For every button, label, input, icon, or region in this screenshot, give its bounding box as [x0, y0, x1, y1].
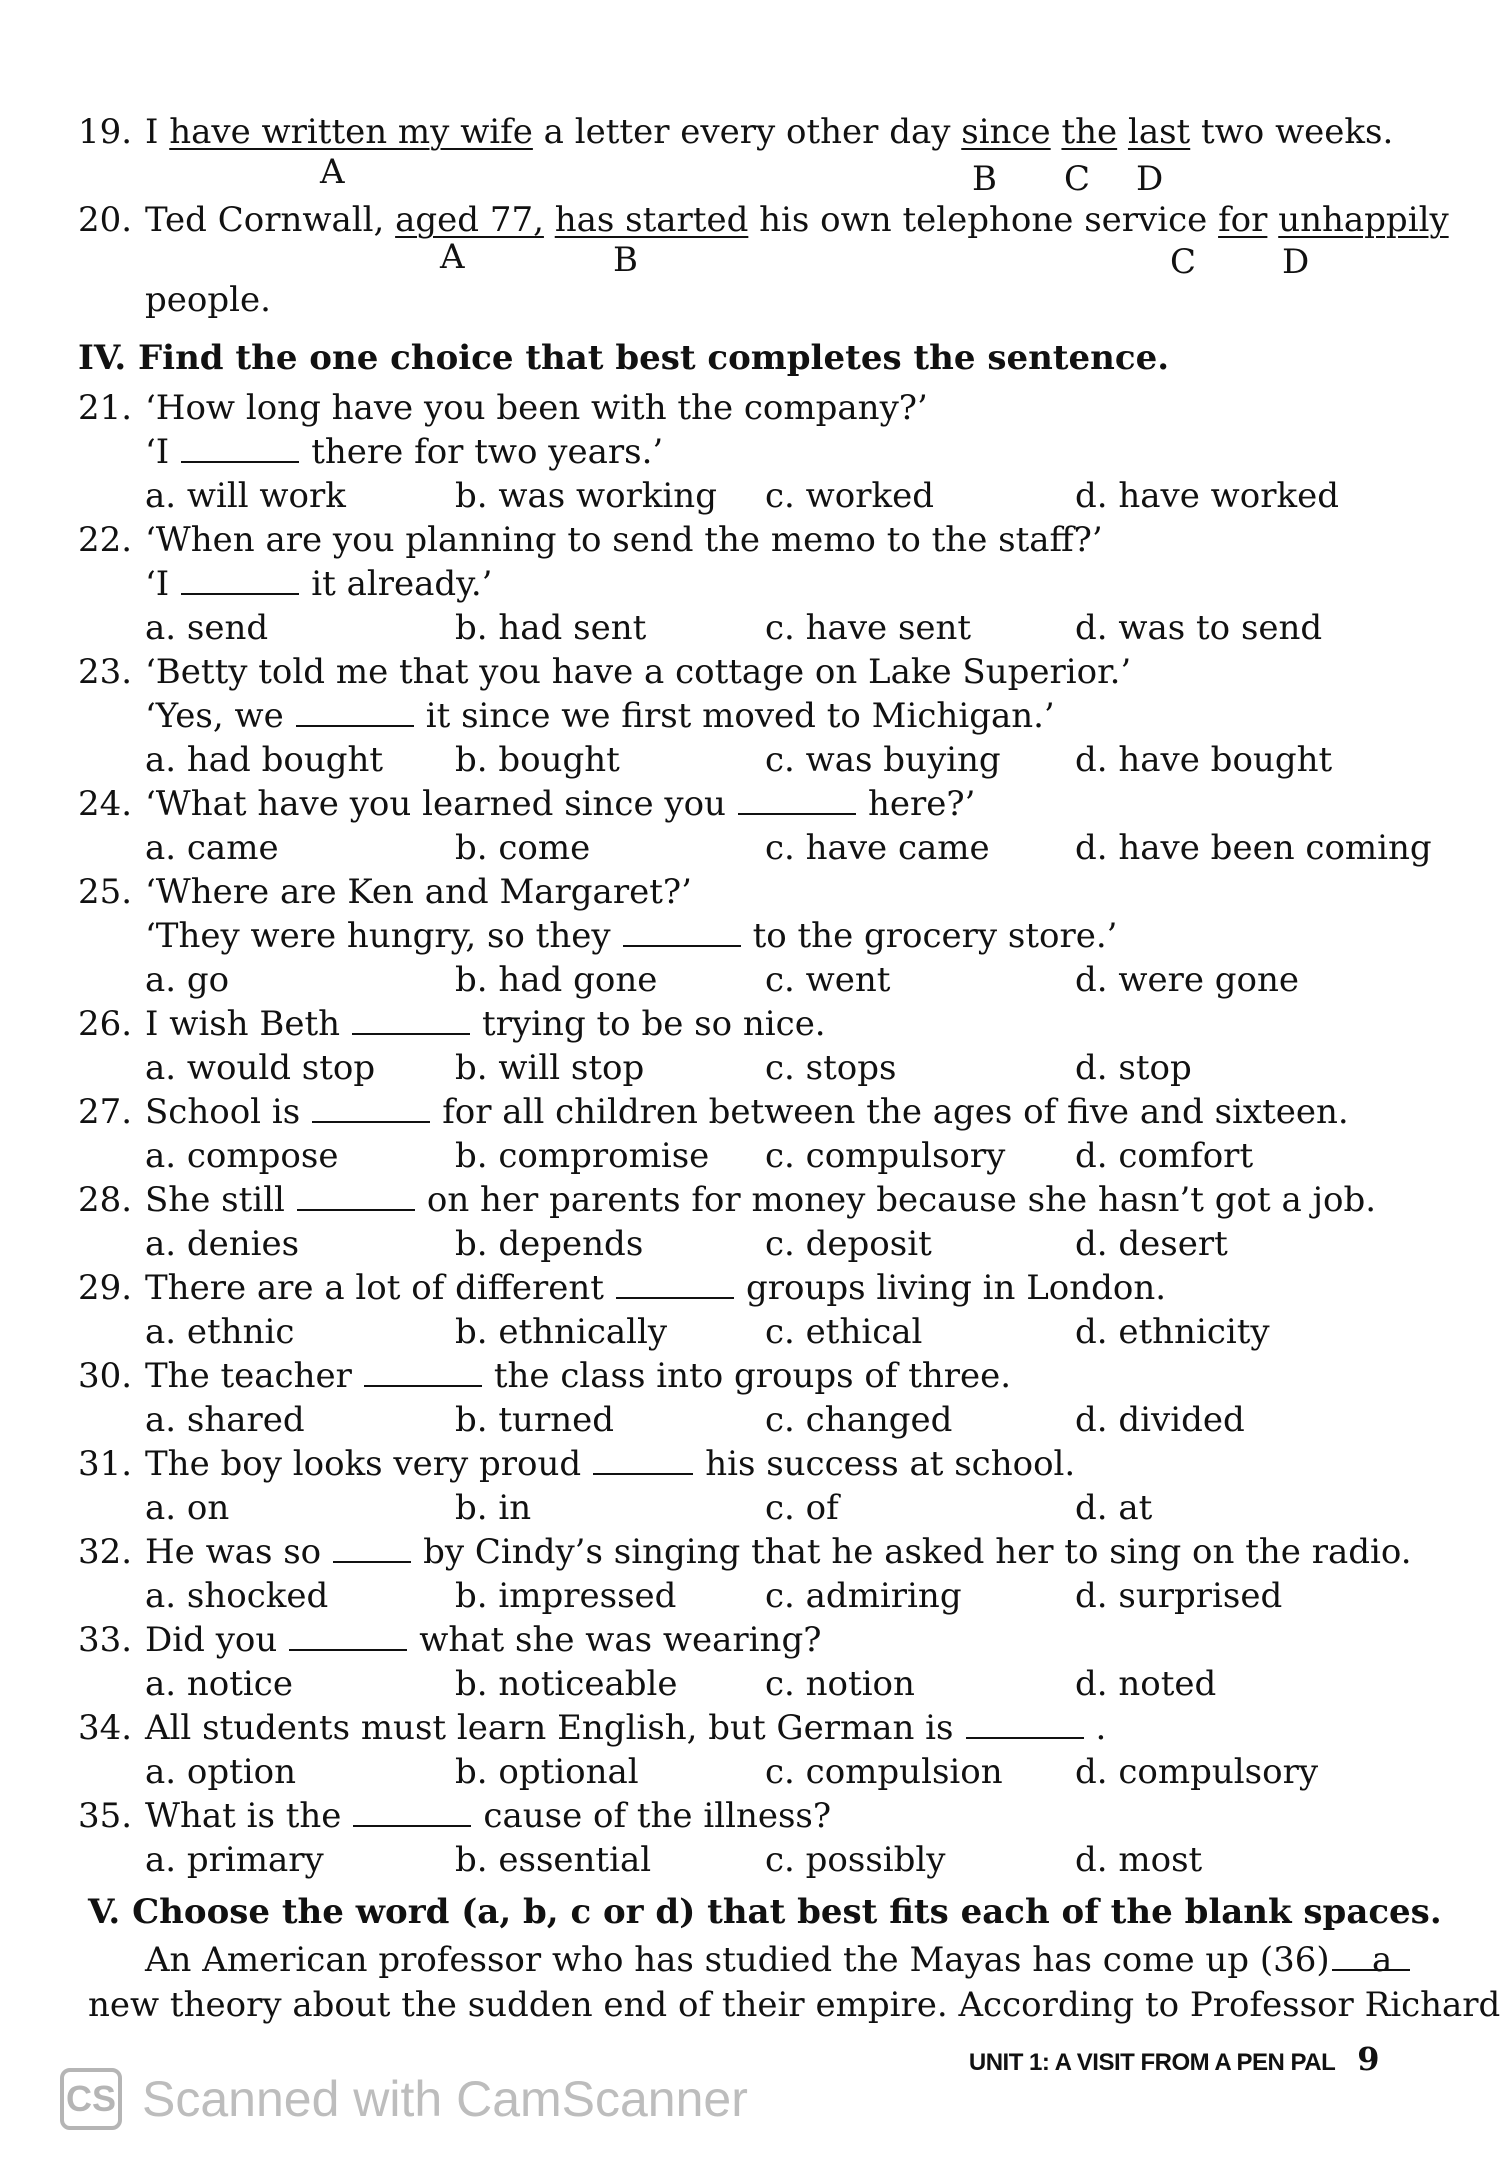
question-text-after: what she was wearing?: [419, 1620, 822, 1660]
unit-title: UNIT 1: A VISIT FROM A PEN PAL: [968, 2049, 1336, 2076]
question-number: 23.: [78, 652, 133, 692]
option-a[interactable]: a. will work: [145, 476, 346, 516]
option-a[interactable]: a. on: [145, 1488, 230, 1528]
option-d[interactable]: d. have worked: [1075, 476, 1339, 516]
option-d[interactable]: d. were gone: [1075, 960, 1300, 1000]
option-a[interactable]: a. compose: [145, 1136, 339, 1176]
reply-text-before: ‘I: [145, 432, 170, 472]
option-b[interactable]: b. impressed: [455, 1576, 677, 1616]
question-text-after: trying to be so nice.: [482, 1004, 826, 1044]
question-text-before: School is: [145, 1092, 301, 1132]
question-stem: [78, 1620, 822, 1660]
option-b[interactable]: b. turned: [455, 1400, 614, 1440]
question-stem: [78, 1356, 1012, 1396]
question-text-before: The boy looks very proud: [145, 1444, 582, 1484]
question-text-after: here?’: [867, 784, 976, 824]
option-b[interactable]: b. essential: [455, 1840, 652, 1880]
question-number: 25.: [78, 872, 133, 912]
option-b[interactable]: b. in: [455, 1488, 532, 1528]
option-c[interactable]: c. have sent: [765, 608, 972, 648]
option-c[interactable]: c. was buying: [765, 740, 1001, 780]
option-c[interactable]: c. ethical: [765, 1312, 923, 1352]
question-text-after: by Cindy’s singing that he asked her to sing on the radio.: [423, 1532, 1412, 1572]
option-b-underlined: has started: [554, 200, 749, 240]
answer-blank[interactable]: [312, 1095, 430, 1123]
question-number: 20.: [78, 200, 133, 240]
option-d[interactable]: d. ethnicity: [1075, 1312, 1270, 1352]
question-stem: [78, 1532, 1412, 1572]
label-b: B: [613, 240, 638, 280]
option-b[interactable]: b. bought: [455, 740, 620, 780]
option-d-underlined: last: [1127, 112, 1191, 152]
question-text-before: She still: [145, 1180, 285, 1220]
passage-line-1: An American professor who has studied the Mayas has come up (36) a: [145, 1940, 1410, 1980]
question-number: 31.: [78, 1444, 133, 1484]
question-text-before: I wish Beth: [145, 1004, 341, 1044]
option-d[interactable]: d. compulsory: [1075, 1752, 1319, 1792]
answer-blank[interactable]: [181, 435, 299, 463]
option-b[interactable]: b. optional: [455, 1752, 639, 1792]
option-c[interactable]: c. compulsory: [765, 1136, 1006, 1176]
question-text-before: ‘What have you learned since you: [145, 784, 726, 824]
option-d[interactable]: d. desert: [1075, 1224, 1228, 1264]
question-number: 35.: [78, 1796, 133, 1836]
option-a[interactable]: a. would stop: [145, 1048, 376, 1088]
question-text-before: What is the: [145, 1796, 342, 1836]
question-stem: [78, 784, 976, 824]
option-a[interactable]: a. came: [145, 828, 279, 868]
question-number: 22.: [78, 520, 133, 560]
question-stem: [78, 1796, 832, 1836]
option-c[interactable]: c. changed: [765, 1400, 953, 1440]
reply-text-after: to the grocery store.’: [752, 916, 1118, 956]
question-reply: [145, 916, 1117, 956]
answer-blank[interactable]: [289, 1623, 407, 1651]
option-b[interactable]: b. noticeable: [455, 1664, 678, 1704]
answer-blank[interactable]: [333, 1535, 411, 1563]
question-number: 34.: [78, 1708, 133, 1748]
option-d[interactable]: d. have bought: [1075, 740, 1333, 780]
question-reply: [145, 696, 1055, 736]
question-number: 30.: [78, 1356, 133, 1396]
answer-blank[interactable]: [966, 1711, 1084, 1739]
question-number: 29.: [78, 1268, 133, 1308]
option-d[interactable]: d. stop: [1075, 1048, 1192, 1088]
option-d[interactable]: d. divided: [1075, 1400, 1245, 1440]
reply-text-after: it since we first moved to Michigan.’: [425, 696, 1055, 736]
question-stem: [78, 388, 928, 428]
question-text-after: on her parents for money because she hasn’t got a job.: [426, 1180, 1377, 1220]
option-a[interactable]: a. denies: [145, 1224, 300, 1264]
option-d[interactable]: d. most: [1075, 1840, 1203, 1880]
answer-blank[interactable]: [616, 1271, 734, 1299]
question-text-before: There are a lot of different: [145, 1268, 604, 1308]
question-stem: [78, 1444, 1076, 1484]
blank-36[interactable]: [1332, 1943, 1410, 1971]
option-a[interactable]: a. go: [145, 960, 230, 1000]
answer-blank[interactable]: [352, 1007, 470, 1035]
question-stem: [78, 1268, 1167, 1308]
option-c-underlined: for: [1218, 200, 1268, 240]
question-text-after: .: [1095, 1708, 1107, 1748]
option-c[interactable]: c. admiring: [765, 1576, 962, 1616]
question-number: 21.: [78, 388, 133, 428]
answer-blank[interactable]: [297, 1183, 415, 1211]
question-stem: [78, 872, 692, 912]
option-a[interactable]: a. had bought: [145, 740, 384, 780]
option-b[interactable]: b. was working: [455, 476, 717, 516]
option-d[interactable]: d. have been coming: [1075, 828, 1432, 868]
option-d[interactable]: d. surprised: [1075, 1576, 1283, 1616]
option-c[interactable]: c. deposit: [765, 1224, 932, 1264]
question-number: 33.: [78, 1620, 133, 1660]
answer-blank[interactable]: [623, 919, 741, 947]
option-c[interactable]: c. have came: [765, 828, 990, 868]
option-d-underlined: unhappily: [1278, 200, 1449, 240]
watermark-text: Scanned with CamScanner: [142, 2071, 748, 2127]
answer-blank[interactable]: [364, 1359, 482, 1387]
camscanner-watermark: [60, 2068, 748, 2130]
option-b[interactable]: b. had gone: [455, 960, 658, 1000]
option-a-underlined: have written my wife: [169, 112, 533, 152]
option-a[interactable]: a. ethnic: [145, 1312, 295, 1352]
option-c[interactable]: c. worked: [765, 476, 934, 516]
label-a: A: [440, 237, 465, 277]
label-b: B: [972, 159, 997, 199]
option-b[interactable]: b. depends: [455, 1224, 644, 1264]
reply-text-before: ‘Yes, we: [145, 696, 284, 736]
section-v-heading: V. Choose the word (a, b, c or d) that best fits each of the blank spaces.: [88, 1892, 1442, 1932]
option-a[interactable]: a. send: [145, 608, 269, 648]
label-d: D: [1136, 159, 1164, 199]
option-d[interactable]: d. noted: [1075, 1664, 1217, 1704]
label-d: D: [1282, 242, 1310, 282]
question-text-after: cause of the illness?: [483, 1796, 832, 1836]
reply-text-after: it already.’: [311, 564, 493, 604]
question-stem: [78, 652, 1132, 692]
question-stem: [78, 1708, 1107, 1748]
option-c-underlined: the: [1061, 112, 1118, 152]
question-number: 24.: [78, 784, 133, 824]
question-stem: [78, 520, 1103, 560]
option-c[interactable]: c. stops: [765, 1048, 897, 1088]
question-number: 32.: [78, 1532, 133, 1572]
option-a[interactable]: a. option: [145, 1752, 297, 1792]
option-a[interactable]: a. shocked: [145, 1576, 329, 1616]
camscanner-logo-icon: CS: [60, 2068, 122, 2130]
option-d[interactable]: d. at: [1075, 1488, 1153, 1528]
option-d[interactable]: d. comfort: [1075, 1136, 1254, 1176]
option-b[interactable]: b. ethnically: [455, 1312, 668, 1352]
question-text-before: The teacher: [145, 1356, 352, 1396]
question-text-after: the class into groups of three.: [493, 1356, 1012, 1396]
option-d[interactable]: d. was to send: [1075, 608, 1323, 648]
page-footer: [969, 2040, 1379, 2078]
question-text-before: Did you: [145, 1620, 278, 1660]
passage-line-2: new theory about the sudden end of their empire. According to Professor Richard: [88, 1985, 1501, 2025]
question-19: 19. I have written my wife a letter every other day since the last two weeks.: [78, 112, 1394, 152]
option-a[interactable]: a. primary: [145, 1840, 324, 1880]
question-text-after: groups living in London.: [745, 1268, 1167, 1308]
page-number: 9: [1357, 2040, 1379, 2078]
reply-text-before: ‘They were hungry, so they: [145, 916, 611, 956]
answer-blank[interactable]: [296, 699, 414, 727]
option-c[interactable]: c. compulsion: [765, 1752, 1003, 1792]
option-a[interactable]: a. notice: [145, 1664, 293, 1704]
question-text: ‘How long have you been with the company?’: [145, 388, 928, 428]
question-text: ‘When are you planning to send the memo to the staff?’: [145, 520, 1103, 560]
option-c[interactable]: c. notion: [765, 1664, 915, 1704]
option-b[interactable]: b. had sent: [455, 608, 647, 648]
question-text-before: He was so: [145, 1532, 322, 1572]
option-b-underlined: since: [961, 112, 1051, 152]
question-text-after: for all children between the ages of five and sixteen.: [442, 1092, 1349, 1132]
answer-blank[interactable]: [593, 1447, 693, 1475]
option-a-underlined: aged 77,: [395, 200, 544, 240]
label-c: C: [1170, 242, 1197, 282]
reply-text-after: there for two years.’: [311, 432, 664, 472]
answer-blank[interactable]: [738, 787, 856, 815]
option-b[interactable]: b. come: [455, 828, 591, 868]
question-20-continuation: people.: [145, 280, 271, 320]
question-number: 19.: [78, 112, 133, 152]
question-text: ‘Betty told me that you have a cottage on Lake Superior.’: [145, 652, 1132, 692]
question-number: 27.: [78, 1092, 133, 1132]
section-iv-heading: IV. Find the one choice that best completes the sentence.: [78, 338, 1170, 378]
question-number: 26.: [78, 1004, 133, 1044]
option-b[interactable]: b. compromise: [455, 1136, 710, 1176]
option-c[interactable]: c. possibly: [765, 1840, 946, 1880]
option-a[interactable]: a. shared: [145, 1400, 305, 1440]
label-a: A: [320, 152, 345, 192]
question-stem: [78, 1092, 1349, 1132]
question-text-before: All students must learn English, but German is: [145, 1708, 954, 1748]
option-b[interactable]: b. will stop: [455, 1048, 645, 1088]
question-text-after: his success at school.: [705, 1444, 1076, 1484]
reply-text-before: ‘I: [145, 564, 170, 604]
label-c: C: [1064, 159, 1091, 199]
option-c[interactable]: c. of: [765, 1488, 839, 1528]
answer-blank[interactable]: [181, 567, 299, 595]
question-number: 28.: [78, 1180, 133, 1220]
question-stem: [78, 1004, 826, 1044]
question-stem: [78, 1180, 1377, 1220]
question-reply: [145, 432, 663, 472]
question-20: 20. Ted Cornwall, aged 77, has started his own telephone service for unhappily: [78, 200, 1449, 240]
option-c[interactable]: c. went: [765, 960, 891, 1000]
answer-blank[interactable]: [353, 1799, 471, 1827]
question-text: ‘Where are Ken and Margaret?’: [145, 872, 692, 912]
question-reply: [145, 564, 492, 604]
